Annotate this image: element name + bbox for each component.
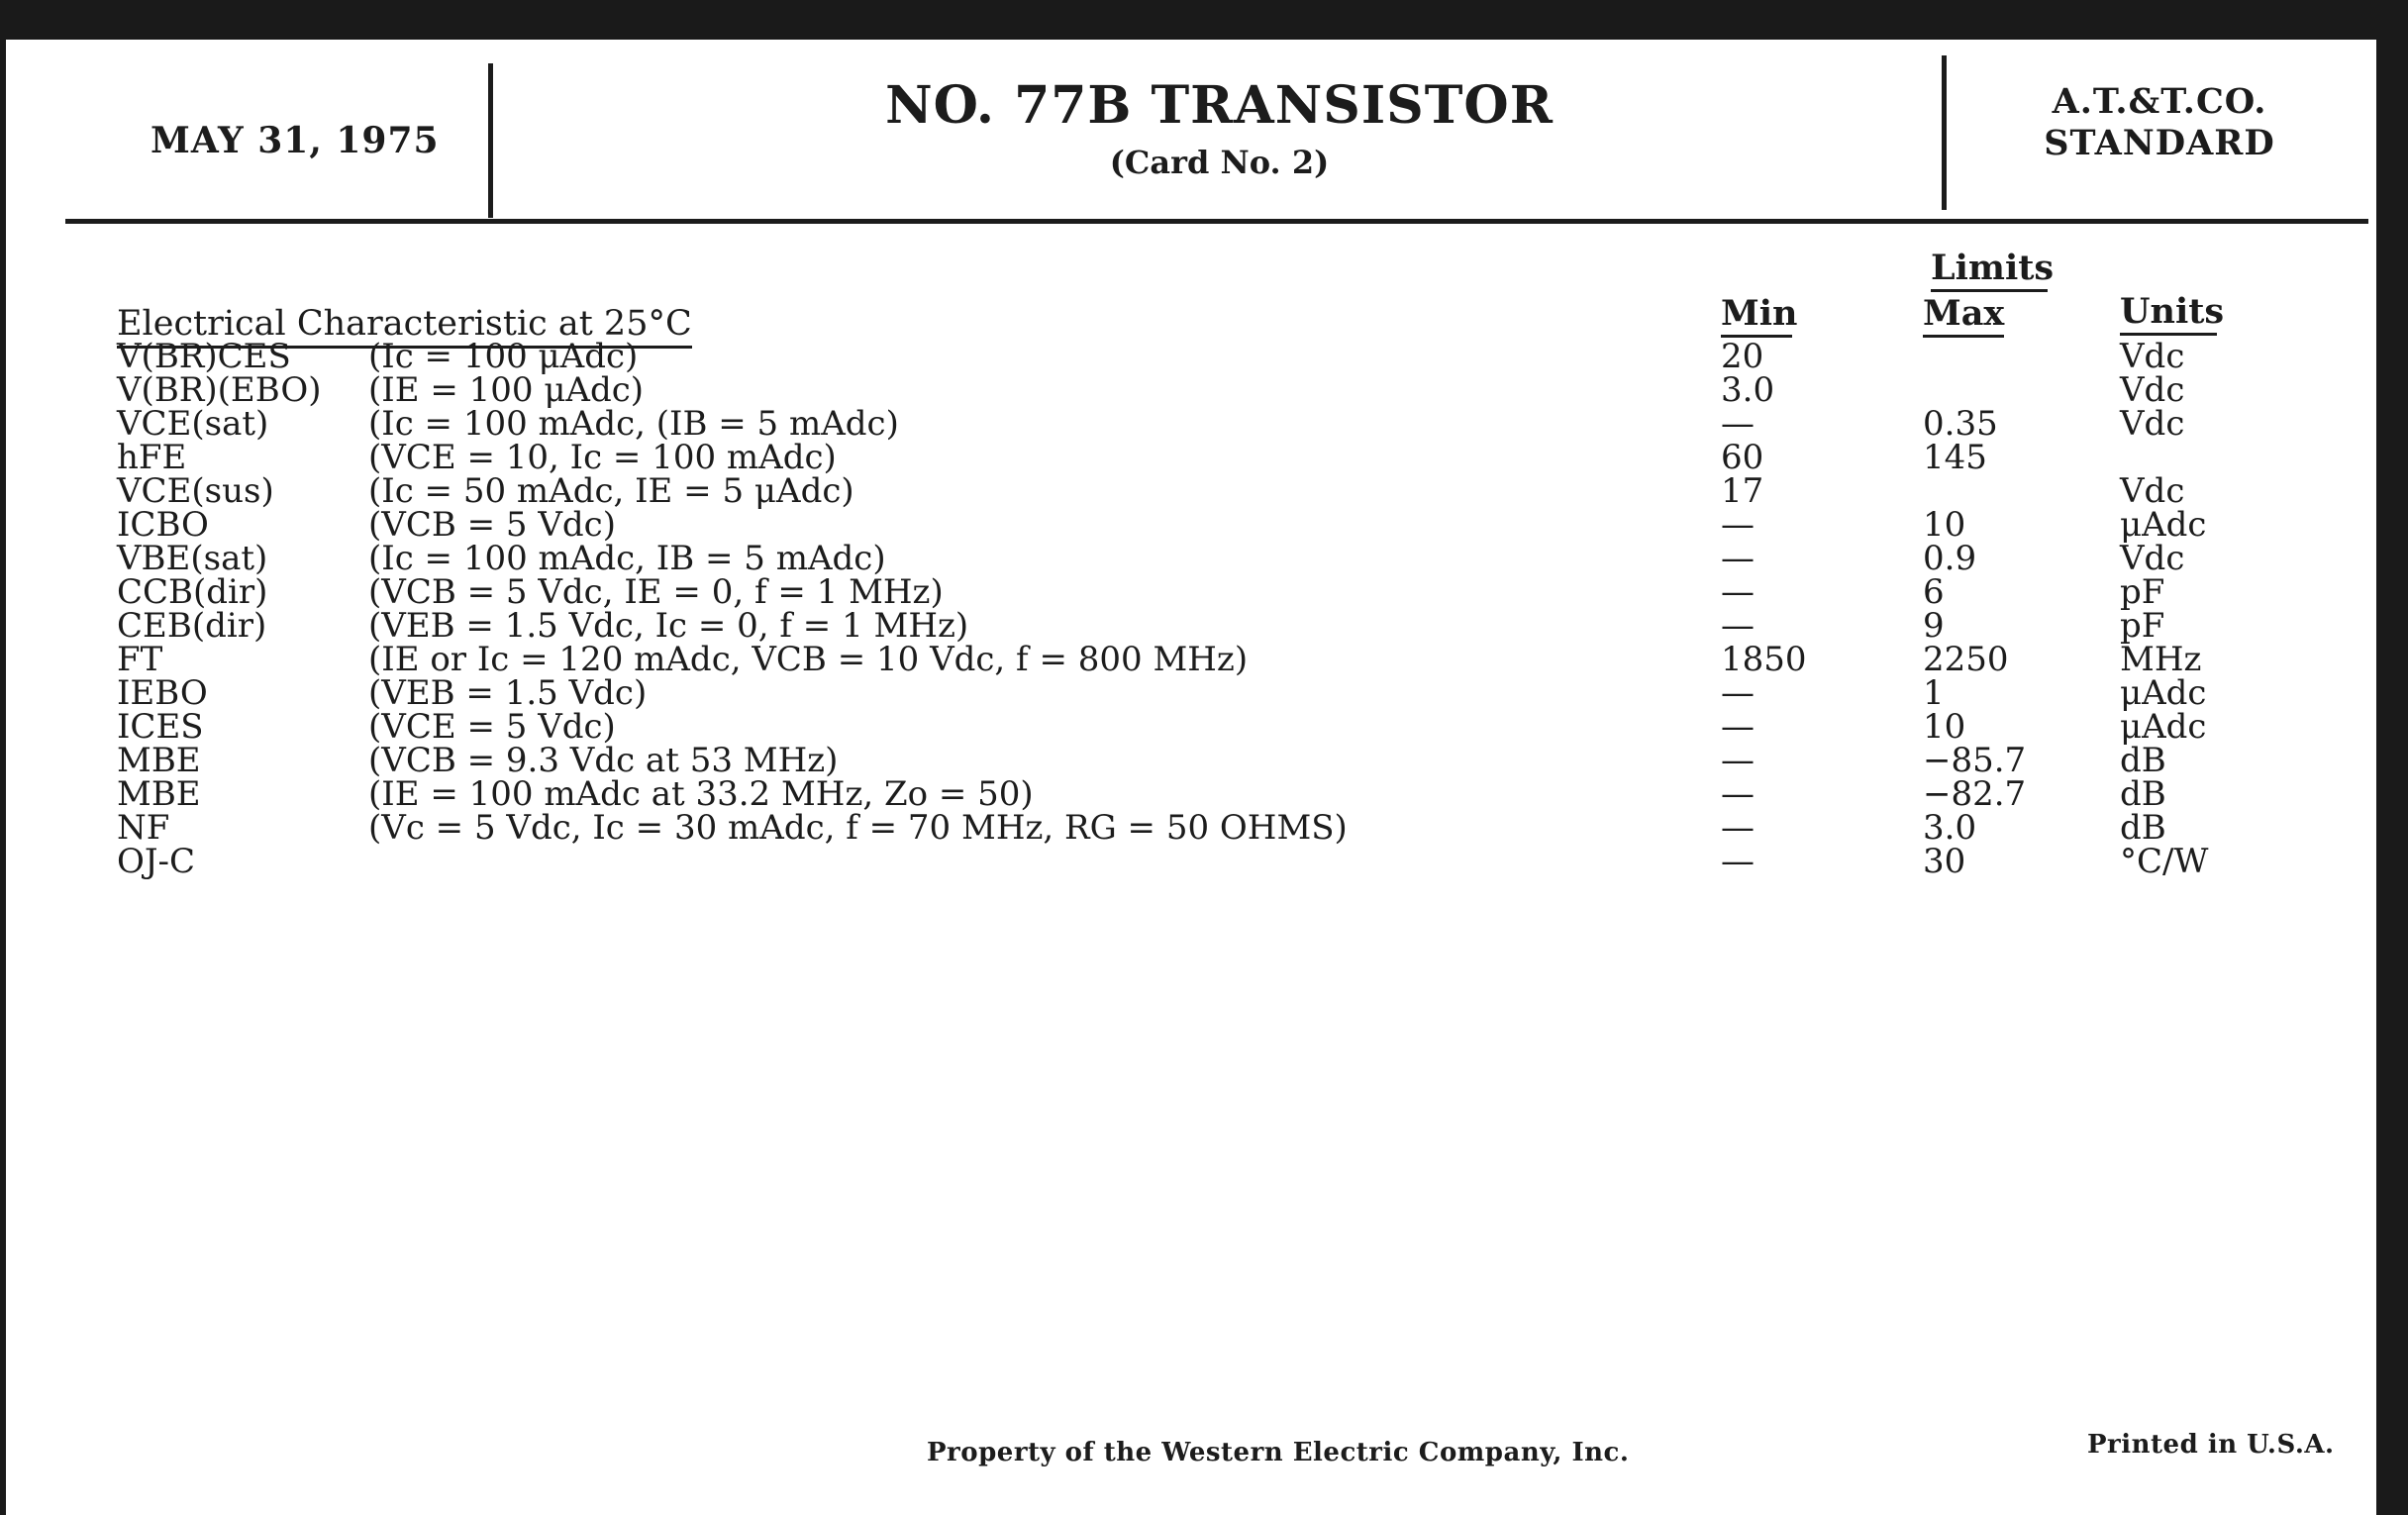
row-condition: (VCB = 5 Vdc) bbox=[368, 505, 616, 545]
header-divider-left bbox=[488, 63, 493, 218]
row-unit: μAdc bbox=[2120, 673, 2207, 713]
row-symbol: V(BR)(EBO) bbox=[117, 370, 322, 410]
row-symbol: MBE bbox=[117, 774, 201, 814]
row-condition: (VEB = 1.5 Vdc, Ic = 0, f = 1 MHz) bbox=[368, 606, 969, 646]
row-min: — bbox=[1721, 606, 1755, 646]
standard-label bbox=[1956, 81, 2362, 164]
row-min: 1850 bbox=[1721, 640, 1807, 679]
row-condition: (VCE = 5 Vdc) bbox=[368, 707, 616, 747]
row-max: 3.0 bbox=[1923, 808, 1977, 848]
row-min: 20 bbox=[1721, 337, 1764, 376]
row-unit: Vdc bbox=[2120, 404, 2185, 444]
row-max: 10 bbox=[1923, 707, 1966, 747]
row-max: 10 bbox=[1923, 505, 1966, 545]
standard-line-1: A.T.&T.CO. bbox=[2052, 81, 2267, 122]
row-min: — bbox=[1721, 707, 1755, 747]
table-row bbox=[6, 539, 2376, 578]
max-heading: Max bbox=[1923, 293, 2004, 338]
row-symbol: V(BR)CES bbox=[117, 337, 291, 376]
row-min: — bbox=[1721, 505, 1755, 545]
row-symbol: FT bbox=[117, 640, 163, 679]
row-symbol: hFE bbox=[117, 438, 187, 477]
row-unit: °C/W bbox=[2120, 842, 2209, 881]
row-condition: (IE = 100 μAdc) bbox=[368, 370, 645, 410]
row-min: — bbox=[1721, 774, 1755, 814]
row-condition: (VCB = 5 Vdc, IE = 0, f = 1 MHz) bbox=[368, 572, 944, 612]
row-condition: (IE or Ic = 120 mAdc, VCB = 10 Vdc, f = 800 MHz) bbox=[368, 640, 1249, 679]
table-row bbox=[6, 505, 2376, 545]
row-min: — bbox=[1721, 808, 1755, 848]
table-row bbox=[6, 404, 2376, 444]
row-max: 9 bbox=[1923, 606, 1945, 646]
row-max: 0.9 bbox=[1923, 539, 1977, 578]
row-symbol: ICBO bbox=[117, 505, 209, 545]
row-unit: MHz bbox=[2120, 640, 2202, 679]
row-symbol: CCB(dir) bbox=[117, 572, 268, 612]
standard-line-2: STANDARD bbox=[2044, 123, 2275, 163]
row-unit: μAdc bbox=[2120, 505, 2207, 545]
characteristics-table bbox=[6, 337, 2376, 881]
row-max: 30 bbox=[1923, 842, 1966, 881]
spec-card bbox=[6, 40, 2376, 1515]
header-divider-right bbox=[1942, 55, 1947, 210]
row-min: — bbox=[1721, 741, 1755, 780]
row-condition: (Ic = 50 mAdc, IE = 5 μAdc) bbox=[368, 471, 854, 511]
row-condition: (Vc = 5 Vdc, Ic = 30 mAdc, f = 70 MHz, RG = 50 OHMS) bbox=[368, 808, 1348, 848]
section-title: Electrical Characteristic at 25°C bbox=[117, 303, 692, 349]
row-symbol: CEB(dir) bbox=[117, 606, 267, 646]
card-title-block bbox=[494, 75, 1945, 184]
row-min: — bbox=[1721, 572, 1755, 612]
row-unit: dB bbox=[2120, 808, 2166, 848]
row-condition: (VCE = 10, Ic = 100 mAdc) bbox=[368, 438, 837, 477]
row-min: — bbox=[1721, 842, 1755, 881]
row-condition: (VCB = 9.3 Vdc at 53 MHz) bbox=[368, 741, 839, 780]
row-symbol: MBE bbox=[117, 741, 201, 780]
row-symbol: ICES bbox=[117, 707, 204, 747]
row-unit: dB bbox=[2120, 774, 2166, 814]
row-unit: Vdc bbox=[2120, 370, 2185, 410]
table-row bbox=[6, 640, 2376, 679]
row-symbol: OJ-C bbox=[117, 842, 196, 881]
units-heading: Units bbox=[2120, 291, 2217, 336]
row-condition: (Ic = 100 mAdc, IB = 5 mAdc) bbox=[368, 539, 886, 578]
min-heading: Min bbox=[1721, 293, 1792, 338]
row-min: 17 bbox=[1721, 471, 1764, 511]
row-min: — bbox=[1721, 673, 1755, 713]
row-min: — bbox=[1721, 404, 1755, 444]
table-row bbox=[6, 774, 2376, 814]
row-condition: (Ic = 100 mAdc, (IB = 5 mAdc) bbox=[368, 404, 899, 444]
row-symbol: IEBO bbox=[117, 673, 208, 713]
row-min: 60 bbox=[1721, 438, 1764, 477]
printed-notice: Printed in U.S.A. bbox=[2087, 1430, 2335, 1460]
table-row bbox=[6, 606, 2376, 646]
table-row bbox=[6, 842, 2376, 881]
row-symbol: VCE(sat) bbox=[117, 404, 269, 444]
row-unit: pF bbox=[2120, 606, 2165, 646]
row-min: 3.0 bbox=[1721, 370, 1775, 410]
row-max: 2250 bbox=[1923, 640, 2009, 679]
row-unit: μAdc bbox=[2120, 707, 2207, 747]
card-subtitle: (Card No. 2) bbox=[1109, 144, 1330, 181]
row-unit: dB bbox=[2120, 741, 2166, 780]
table-row bbox=[6, 741, 2376, 780]
row-max: 1 bbox=[1923, 673, 1945, 713]
row-unit: Vdc bbox=[2120, 337, 2185, 376]
card-date: MAY 31, 1975 bbox=[150, 120, 440, 161]
row-max: 6 bbox=[1923, 572, 1945, 612]
row-max: −82.7 bbox=[1923, 774, 2027, 814]
table-row bbox=[6, 707, 2376, 747]
table-row bbox=[6, 471, 2376, 511]
row-symbol: NF bbox=[117, 808, 170, 848]
table-row bbox=[6, 808, 2376, 848]
row-unit: Vdc bbox=[2120, 539, 2185, 578]
row-condition: (IE = 100 mAdc at 33.2 MHz, Zo = 50) bbox=[368, 774, 1034, 814]
table-row bbox=[6, 572, 2376, 612]
table-row bbox=[6, 337, 2376, 376]
table-row bbox=[6, 370, 2376, 410]
limits-heading: Limits bbox=[1931, 248, 2048, 292]
row-max: −85.7 bbox=[1923, 741, 2027, 780]
row-unit: pF bbox=[2120, 572, 2165, 612]
table-row bbox=[6, 438, 2376, 477]
row-unit: Vdc bbox=[2120, 471, 2185, 511]
row-symbol: VCE(sus) bbox=[117, 471, 274, 511]
row-condition: (Ic = 100 μAdc) bbox=[368, 337, 639, 376]
header-rule bbox=[65, 219, 2368, 224]
property-notice: Property of the Western Electric Company, Inc. bbox=[927, 1438, 1630, 1467]
row-condition: (VEB = 1.5 Vdc) bbox=[368, 673, 648, 713]
row-max: 0.35 bbox=[1923, 404, 1998, 444]
row-symbol: VBE(sat) bbox=[117, 539, 268, 578]
row-max: 145 bbox=[1923, 438, 1987, 477]
row-min: — bbox=[1721, 539, 1755, 578]
card-title: NO. 77B TRANSISTOR bbox=[885, 75, 1554, 136]
table-row bbox=[6, 673, 2376, 713]
